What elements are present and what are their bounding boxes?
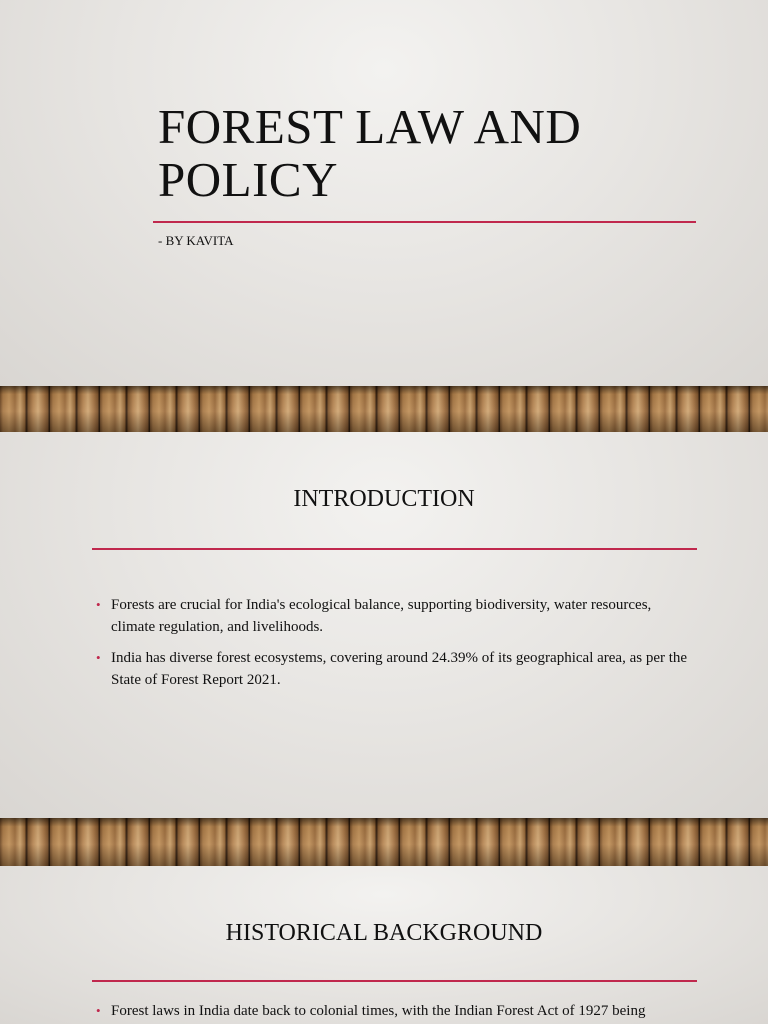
slide-historical-background xyxy=(0,866,768,1024)
bullet-item xyxy=(96,1000,696,1022)
slide-introduction xyxy=(0,432,768,818)
bullet-list xyxy=(96,1000,696,1024)
bullet-text: Forest laws in India date back to colonial times, with the Indian Forest Act of 1927 being xyxy=(111,1003,646,1019)
heading-divider xyxy=(92,548,697,550)
wood-floor-separator xyxy=(0,818,768,866)
bullet-dot-icon: • xyxy=(96,650,101,665)
presentation-author: - BY KAVITA xyxy=(158,233,234,248)
bullet-text: Forests are crucial for India's ecological balance, supporting biodiversity, water resources, climate regulation, and livelihoods. xyxy=(111,597,652,635)
bullet-list xyxy=(96,594,696,700)
bullet-text: India has diverse forest ecosystems, covering around 24.39% of its geographical area, as per the State of Forest Report 2021. xyxy=(111,650,688,688)
bullet-item xyxy=(96,647,696,691)
slide-heading: HISTORICAL BACKGROUND xyxy=(225,920,543,946)
bullet-item xyxy=(96,594,696,638)
slide-title xyxy=(0,0,768,386)
slide-heading: INTRODUCTION xyxy=(293,486,475,512)
bullet-dot-icon: • xyxy=(96,597,101,612)
heading-divider xyxy=(92,980,697,982)
wood-floor-separator xyxy=(0,386,768,432)
bullet-dot-icon: • xyxy=(96,1003,101,1018)
title-divider xyxy=(153,221,696,223)
presentation-title: FOREST LAW AND POLICY xyxy=(158,99,582,207)
